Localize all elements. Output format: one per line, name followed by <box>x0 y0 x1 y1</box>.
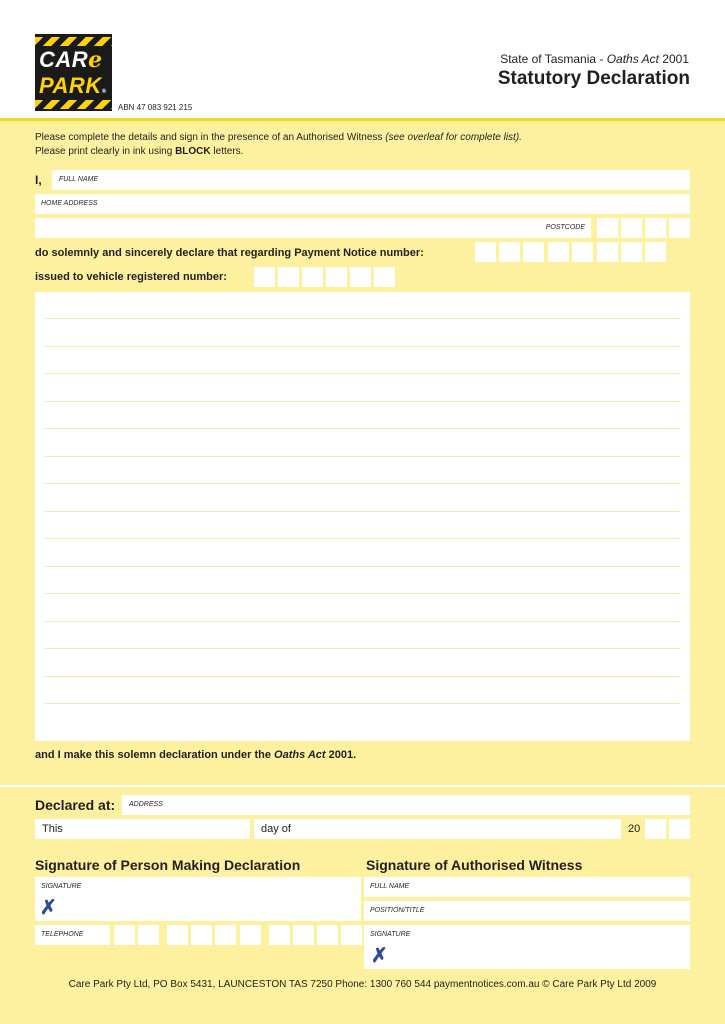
year-box[interactable] <box>645 819 666 839</box>
header-divider <box>0 118 725 121</box>
postcode-box[interactable] <box>645 218 666 238</box>
ruled-line <box>45 456 680 457</box>
vehicle-box[interactable] <box>350 267 371 287</box>
payment-notice-label: do solemnly and sincerely declare that regarding Payment Notice number: <box>35 247 424 259</box>
ruled-line <box>45 648 680 649</box>
postcode-box[interactable] <box>669 218 690 238</box>
telephone-box[interactable] <box>215 925 236 945</box>
telephone-box[interactable] <box>341 925 362 945</box>
telephone-label: TELEPHONE <box>41 931 84 938</box>
vehicle-label: issued to vehicle registered number: <box>35 271 227 283</box>
day-of-field[interactable] <box>254 819 621 839</box>
ruled-line <box>45 511 680 512</box>
witness-cross-icon: ✗ <box>371 945 388 967</box>
telephone-box[interactable] <box>240 925 261 945</box>
home-address-label: HOME ADDRESS <box>41 200 98 207</box>
i-label: I, <box>35 173 42 187</box>
witness-full-name-field[interactable] <box>364 877 690 897</box>
ruled-line <box>45 401 680 402</box>
address-line-2-field[interactable] <box>35 218 591 238</box>
person-signature-label: SIGNATURE <box>41 883 82 890</box>
payment-notice-box[interactable] <box>621 242 642 262</box>
state-act-line: State of Tasmania - Oaths Act 2001 <box>500 52 689 66</box>
abn-number: ABN 47 083 921 215 <box>118 103 193 112</box>
instruction-line-1: Please complete the details and sign in the presence of an Authorised Witness (see overleaf for complete list). <box>35 132 522 143</box>
full-name-field[interactable] <box>52 170 690 190</box>
telephone-box[interactable] <box>138 925 159 945</box>
witness-position-field[interactable] <box>364 901 690 921</box>
vehicle-box[interactable] <box>278 267 299 287</box>
document-title: Statutory Declaration <box>497 68 690 89</box>
payment-notice-box[interactable] <box>523 242 544 262</box>
declared-address-field[interactable] <box>122 795 690 815</box>
ruled-line <box>45 566 680 567</box>
declaration-text-area[interactable] <box>35 292 690 741</box>
witness-signature-heading: Signature of Authorised Witness <box>366 857 583 873</box>
ruled-line <box>45 538 680 539</box>
telephone-box[interactable] <box>191 925 212 945</box>
person-signature-field[interactable] <box>35 877 361 921</box>
witness-position-label: POSITION/TITLE <box>370 907 425 914</box>
year-box[interactable] <box>669 819 690 839</box>
logo-stripe-bottom <box>35 100 112 109</box>
postcode-box[interactable] <box>597 218 618 238</box>
ruled-line <box>45 621 680 622</box>
logo-park-text: PARK® <box>39 73 107 98</box>
witness-signature-label: SIGNATURE <box>370 931 411 938</box>
ruled-line <box>45 346 680 347</box>
ruled-line <box>45 428 680 429</box>
payment-notice-box[interactable] <box>572 242 593 262</box>
telephone-box[interactable] <box>114 925 135 945</box>
postcode-label: POSTCODE <box>545 224 585 231</box>
day-of-label: day of <box>261 823 291 835</box>
year-prefix: 20 <box>628 823 641 835</box>
telephone-box[interactable] <box>293 925 314 945</box>
closing-declaration: and I make this solemn declaration under the Oaths Act 2001. <box>35 749 357 761</box>
vehicle-box[interactable] <box>326 267 347 287</box>
logo-care-text: CARe <box>39 47 103 73</box>
this-field[interactable] <box>35 819 250 839</box>
care-park-logo <box>35 34 112 111</box>
section-divider <box>0 785 725 787</box>
person-signature-heading: Signature of Person Making Declaration <box>35 857 301 873</box>
vehicle-box[interactable] <box>254 267 275 287</box>
payment-notice-box[interactable] <box>645 242 666 262</box>
declared-at-label: Declared at: <box>35 797 116 813</box>
witness-signature-field[interactable] <box>364 925 690 969</box>
vehicle-box[interactable] <box>374 267 395 287</box>
payment-notice-box[interactable] <box>548 242 569 262</box>
witness-full-name-label: FULL NAME <box>370 883 410 890</box>
payment-notice-box[interactable] <box>475 242 496 262</box>
full-name-label: FULL NAME <box>59 176 99 183</box>
home-address-field[interactable] <box>35 194 690 214</box>
payment-notice-box[interactable] <box>597 242 618 262</box>
vehicle-box[interactable] <box>302 267 323 287</box>
telephone-box[interactable] <box>167 925 188 945</box>
logo-stripe-top <box>35 37 112 46</box>
payment-notice-box[interactable] <box>499 242 520 262</box>
ruled-line <box>45 703 680 704</box>
ruled-line <box>45 483 680 484</box>
ruled-line <box>45 593 680 594</box>
ruled-line <box>45 318 680 319</box>
signature-cross-icon: ✗ <box>40 897 57 919</box>
ruled-line <box>45 676 680 677</box>
instruction-line-2: Please print clearly in ink using BLOCK letters. <box>35 146 244 157</box>
telephone-box[interactable] <box>317 925 338 945</box>
ruled-line <box>45 373 680 374</box>
postcode-box[interactable] <box>621 218 642 238</box>
telephone-field[interactable] <box>35 925 110 945</box>
telephone-box[interactable] <box>269 925 290 945</box>
footer-text: Care Park Pty Ltd, PO Box 5431, LAUNCESTON TAS 7250 Phone: 1300 760 544 paymentnotices.com.au © Care Park Pty Ltd 2009 <box>68 979 657 990</box>
this-label: This <box>42 823 63 835</box>
declared-address-label: ADDRESS <box>129 801 163 808</box>
